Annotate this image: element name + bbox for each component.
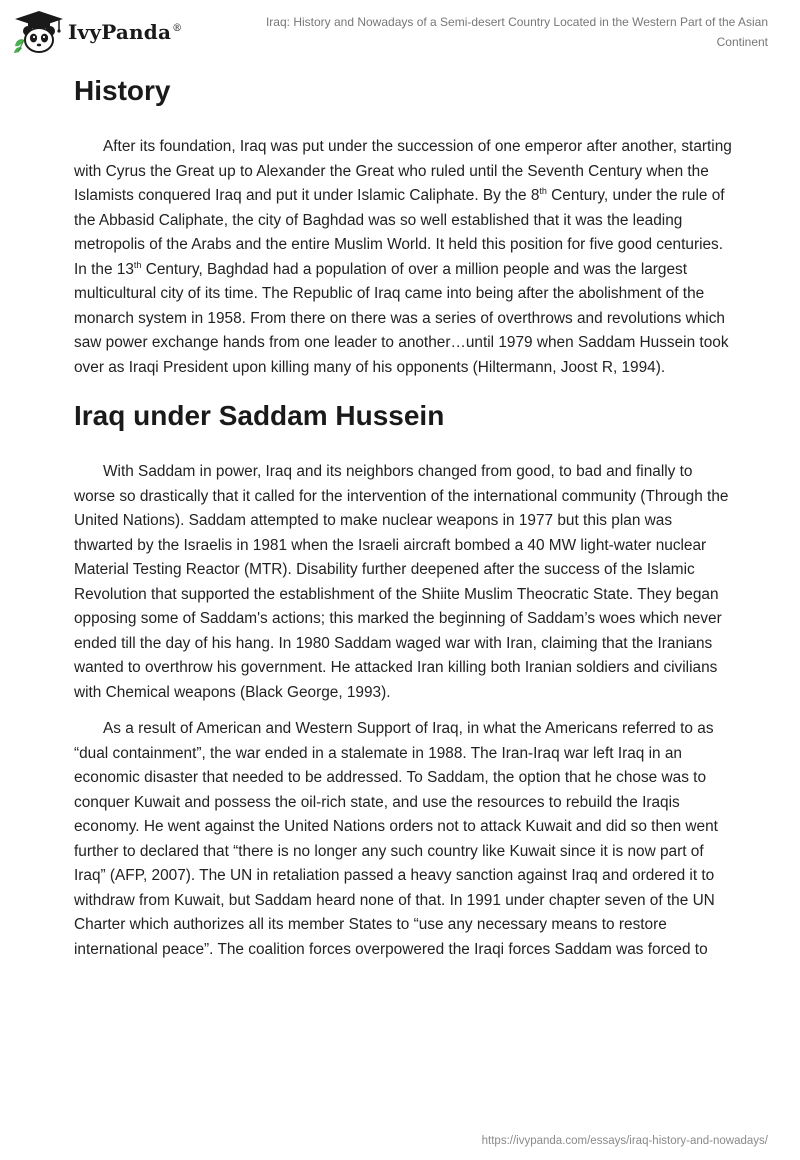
section-heading-history: History <box>74 75 171 106</box>
history-paragraph: After its foundation, Iraq was put under the succession of one emperor after another, starting with Cyrus the Great up to Alexander the Great who ruled until the Seventh Century when the Islamists conquered Iraq and put it under Islamic Caliphate. By the 8th Century, under the rule of the Abbasid Caliphate, the city of Baghdad was so well established that it was the leading metropolis of the Arabs and the entire Muslim World. It held this position for five good centuries. In the 13th Century, Baghdad had a population of over a million people and was the largest multicultural city of its time. The Republic of Iraq came into being after the abolishment of the monarch system in 1958. From there on there was a series of overthrows and revolutions which saw power exchange hands from one leader to another…until 1979 when Saddam Hussein took over as Iraqi President upon killing many of his opponents (Hiltermann, Joost R, 1994). <box>74 138 732 376</box>
registered-mark: ® <box>172 23 183 35</box>
ordinal-suffix: th <box>133 259 142 270</box>
brand-name: IvyPanda® <box>68 20 183 44</box>
panda-graduation-cap-icon <box>12 10 66 54</box>
page-header <box>0 0 800 64</box>
ordinal-suffix: th <box>539 185 547 196</box>
footer-url[interactable]: https://ivypanda.com/essays/iraq-history-and-nowadays/ <box>481 1135 768 1147</box>
saddam-paragraph-1: With Saddam in power, Iraq and its neighbors changed from good, to bad and finally to worse so drastically that it called for the intervention of the international community (Through the United Nations). Saddam attempted to make nuclear weapons in 1977 but this plan was thwarted by the Israelis in 1981 when the Israeli aircraft bombed a 40 MW light-water nuclear Material Testing Reactor (MTR). Disability further deepened after the success of the Islamic Revolution that supported the establishment of the Shiite Muslim Theocratic State. They began opposing some of Saddam's actions; this marked the beginning of Saddam’s woes which never ended till the day of his hang. In 1980 Saddam waged war with Iran, claiming that the Iranians wanted to overthrow his government. He attacked Iran killing both Iranian soldiers and civilians with Chemical weapons (Black George, 1993). <box>74 463 729 701</box>
document-title: Iraq: History and Nowadays of a Semi-desert Country Located in the Western Part of the Asian Continent <box>265 15 768 49</box>
section-heading-saddam: Iraq under Saddam Hussein <box>74 400 445 431</box>
ivypanda-logo[interactable] <box>12 10 182 54</box>
article-body <box>74 70 734 974</box>
saddam-paragraph-2: As a result of American and Western Support of Iraq, in what the Americans referred to as “dual containment”, the war ended in a stalemate in 1988. The Iran-Iraq war left Iraq in an economic disaster that needed to be addressed. To Saddam, the option that he chose was to conquer Kuwait and possess the oil-rich state, and use the resources to rebuild the Iraqis economy. He went against the United Nations orders not to attack Kuwait and did so then went further to declared that “there is no longer any such country like Kuwait since it is now part of Iraq” (AFP, 2007). The UN in retaliation passed a heavy sanction against Iraq and ordered it to withdraw from Kuwait, but Saddam heard none of that. In 1991 under chapter seven of the UN Charter which authorizes all its member States to “use any necessary means to restore international peace”. The coalition forces overpowered the Iraqi forces Saddam was forced to <box>74 720 718 958</box>
